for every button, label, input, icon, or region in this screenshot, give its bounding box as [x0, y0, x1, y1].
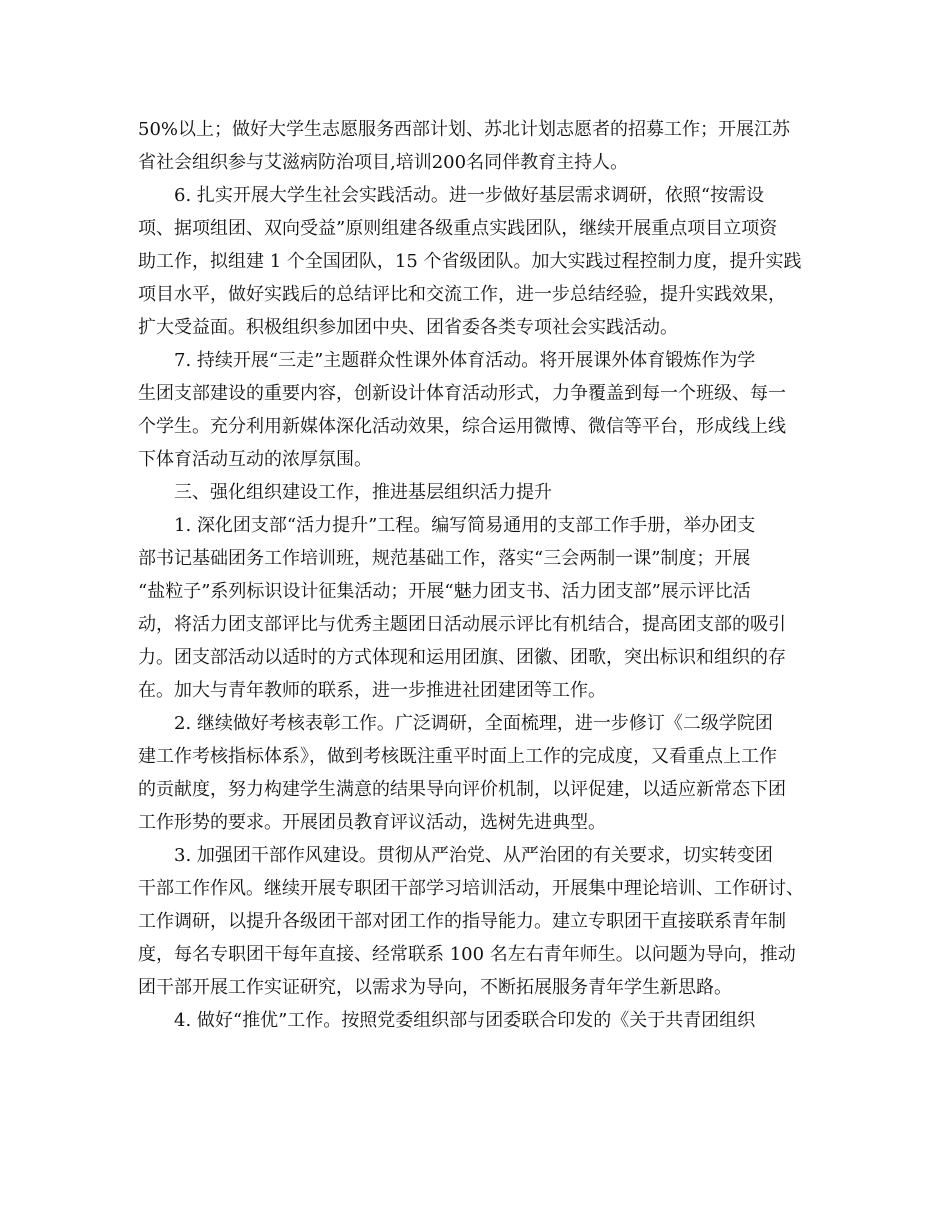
text-line: 7. 持续开展“三走”主题群众性课外体育活动。将开展课外体育锻炼作为学: [174, 350, 756, 371]
text-line: 度，每名专职团干每年直接、经常联系 100 名左右青年师生。以问题为导向，推动: [138, 944, 796, 965]
text-line: 助工作，拟组建 1 个全国团队，15 个省级团队。加大实践过程控制力度，提升实践: [138, 251, 802, 272]
document-body: [138, 113, 818, 1037]
text-line: 团干部开展工作实证研究，以需求为导向，不断拓展服务青年学生新思路。: [138, 977, 732, 998]
text-line: 4. 做好“推优”工作。按照党委组织部与团委联合印发的《关于共青团组织: [174, 1010, 756, 1031]
text-line: 力。团支部活动以适时的方式体现和运用团旗、团徽、团歌，突出标识和组织的存: [138, 647, 786, 668]
text-line: 的贡献度，努力构建学生满意的结果导向评价机制，以评促建，以适应新常态下团: [138, 779, 786, 800]
text-line: 项、据项组团、双向受益”原则组建各级重点实践团队，继续开展重点项目立项资: [138, 218, 778, 239]
text-line: 生团支部建设的重要内容，创新设计体育活动形式，力争覆盖到每一个班级、每一: [138, 383, 786, 404]
text-line: 动，将活力团支部评比与优秀主题团日活动展示评比有机结合，提高团支部的吸引: [138, 614, 786, 635]
text-line: 项目水平，做好实践后的总结评比和交流工作，进一步总结经验，提升实践效果，: [138, 284, 786, 305]
text-line: 在。加大与青年教师的联系，进一步推进社团建团等工作。: [138, 680, 606, 701]
text-line: 2. 继续做好考核表彰工作。广泛调研，全面梳理，进一步修订《二级学院团: [174, 713, 773, 734]
text-line: 工作调研，以提升各级团干部对团工作的指导能力。建立专职团干直接联系青年制: [138, 911, 786, 932]
text-line: 省社会组织参与艾滋病防治项目,培训200名同伴教育主持人。: [138, 152, 629, 173]
text-line: 干部工作作风。继续开展专职团干部学习培训活动，开展集中理论培训、工作研讨、: [138, 878, 804, 899]
text-line: 扩大受益面。积极组织参加团中央、团省委各类专项社会实践活动。: [138, 317, 678, 338]
text-line: 下体育活动互动的浓厚氛围。: [138, 449, 372, 470]
text-line: 1. 深化团支部“活力提升”工程。编写简易通用的支部工作手册，举办团支: [174, 515, 756, 536]
text-line: 工作形势的要求。开展团员教育评议活动，选树先进典型。: [138, 812, 606, 833]
text-line: 建工作考核指标体系》，做到考核既注重平时面上工作的完成度，又看重点上工作: [138, 746, 777, 767]
text-line: 三、强化组织建设工作，推进基层组织活力提升: [174, 482, 552, 503]
text-line: 3. 加强团干部作风建设。贯彻从严治党、从严治团的有关要求，切实转变团: [174, 845, 773, 866]
text-line: 6. 扎实开展大学生社会实践活动。进一步做好基层需求调研，依照“按需设: [174, 185, 765, 206]
text-line: 部书记基础团务工作培训班，规范基础工作，落实“三会两制一课”制度；开展: [138, 548, 751, 569]
text-line: 个学生。充分利用新媒体深化活动效果，综合运用微博、微信等平台，形成线上线: [138, 416, 786, 437]
text-line: 50%以上；做好大学生志愿服务西部计划、苏北计划志愿者的招募工作；开展江苏: [138, 119, 791, 140]
text-line: “盐粒子”系列标识设计征集活动；开展“魅力团支书、活力团支部”展示评比活: [138, 581, 751, 602]
